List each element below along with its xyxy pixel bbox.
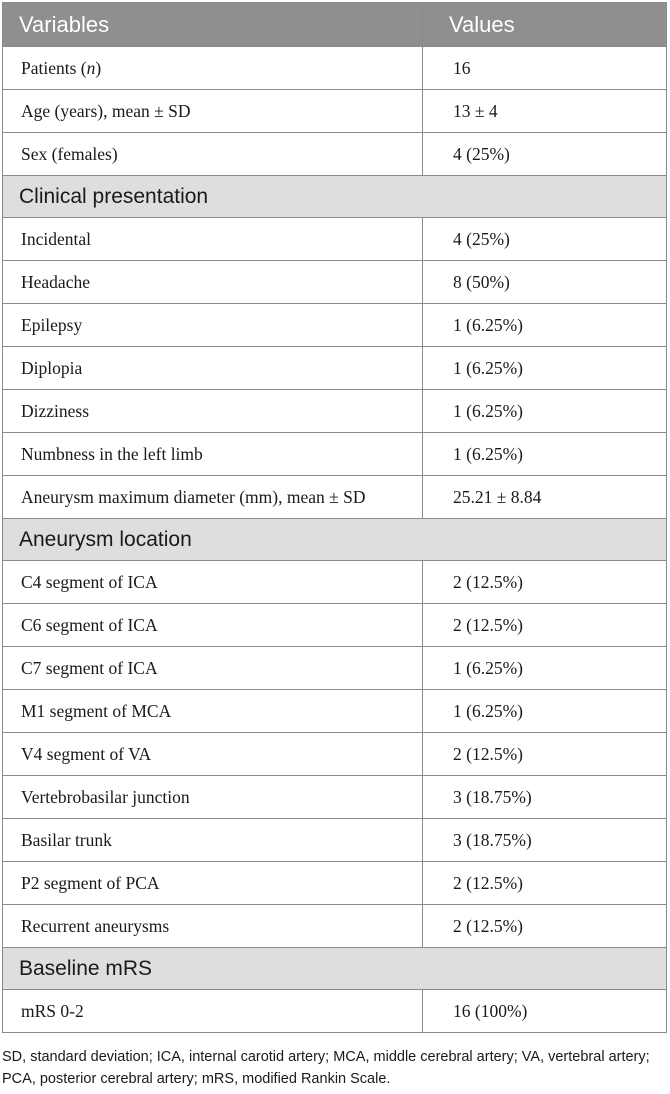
row-value: 2 (12.5%) [423, 733, 667, 776]
row-value: 2 (12.5%) [423, 905, 667, 948]
section-label: Baseline mRS [3, 948, 667, 990]
table-row [3, 905, 667, 948]
table-row [3, 347, 667, 390]
row-label: Numbness in the left limb [3, 433, 423, 476]
table-row [3, 304, 667, 347]
table-row [3, 47, 667, 90]
row-value: 16 (100%) [423, 990, 667, 1033]
table-row [3, 604, 667, 647]
row-value: 1 (6.25%) [423, 647, 667, 690]
row-label: Diplopia [3, 347, 423, 390]
row-value: 1 (6.25%) [423, 690, 667, 733]
table-row [3, 133, 667, 176]
table-row [3, 990, 667, 1033]
table-row [3, 433, 667, 476]
row-label: Age (years), mean ± SD [3, 90, 423, 133]
header-values: Values [423, 3, 667, 47]
table-body [3, 47, 667, 1033]
row-value: 2 (12.5%) [423, 604, 667, 647]
row-label: Headache [3, 261, 423, 304]
section-row [3, 176, 667, 218]
table-row [3, 261, 667, 304]
row-label: C6 segment of ICA [3, 604, 423, 647]
row-value: 1 (6.25%) [423, 304, 667, 347]
table-row [3, 862, 667, 905]
row-value: 1 (6.25%) [423, 433, 667, 476]
table-row [3, 476, 667, 519]
table-header-row [3, 3, 667, 47]
table-row [3, 690, 667, 733]
table-footnote: SD, standard deviation; ICA, internal carotid artery; MCA, middle cerebral artery; VA, vertebral artery; PCA, posterior cerebral artery; mRS, modified Rankin Scale. [2, 1049, 650, 1087]
table-row [3, 561, 667, 604]
section-label: Aneurysm location [3, 519, 667, 561]
characteristics-table-container [2, 2, 666, 1033]
row-label: C4 segment of ICA [3, 561, 423, 604]
row-label-suffix: ) [95, 57, 102, 78]
row-label: Vertebrobasilar junction [3, 776, 423, 819]
row-label: C7 segment of ICA [3, 647, 423, 690]
row-label: Recurrent aneurysms [3, 905, 423, 948]
table-row [3, 819, 667, 862]
row-label: V4 segment of VA [3, 733, 423, 776]
row-value: 4 (25%) [423, 133, 667, 176]
row-label: Basilar trunk [3, 819, 423, 862]
table-row [3, 647, 667, 690]
section-row [3, 948, 667, 990]
row-value: 2 (12.5%) [423, 862, 667, 905]
row-label: Incidental [3, 218, 423, 261]
row-value: 3 (18.75%) [423, 776, 667, 819]
table-row [3, 776, 667, 819]
table-row [3, 390, 667, 433]
row-label: Epilepsy [3, 304, 423, 347]
row-value: 4 (25%) [423, 218, 667, 261]
row-value: 1 (6.25%) [423, 347, 667, 390]
row-label: Sex (females) [3, 133, 423, 176]
header-variables: Variables [3, 3, 423, 47]
row-label: Aneurysm maximum diameter (mm), mean ± SD [3, 476, 423, 519]
row-label: P2 segment of PCA [3, 862, 423, 905]
row-label: Dizziness [3, 390, 423, 433]
row-value: 16 [423, 47, 667, 90]
table-row [3, 218, 667, 261]
table-row [3, 733, 667, 776]
row-label: M1 segment of MCA [3, 690, 423, 733]
row-value: 8 (50%) [423, 261, 667, 304]
characteristics-table [2, 2, 667, 1033]
row-value: 1 (6.25%) [423, 390, 667, 433]
section-label: Clinical presentation [3, 176, 667, 218]
table-row [3, 90, 667, 133]
row-label: mRS 0-2 [3, 990, 423, 1033]
row-label-text: Patients ( [21, 57, 87, 78]
row-label [3, 47, 423, 90]
row-value: 2 (12.5%) [423, 561, 667, 604]
row-value: 13 ± 4 [423, 90, 667, 133]
row-label-italic: n [86, 57, 96, 78]
row-value: 3 (18.75%) [423, 819, 667, 862]
section-row [3, 519, 667, 561]
row-value: 25.21 ± 8.84 [423, 476, 667, 519]
